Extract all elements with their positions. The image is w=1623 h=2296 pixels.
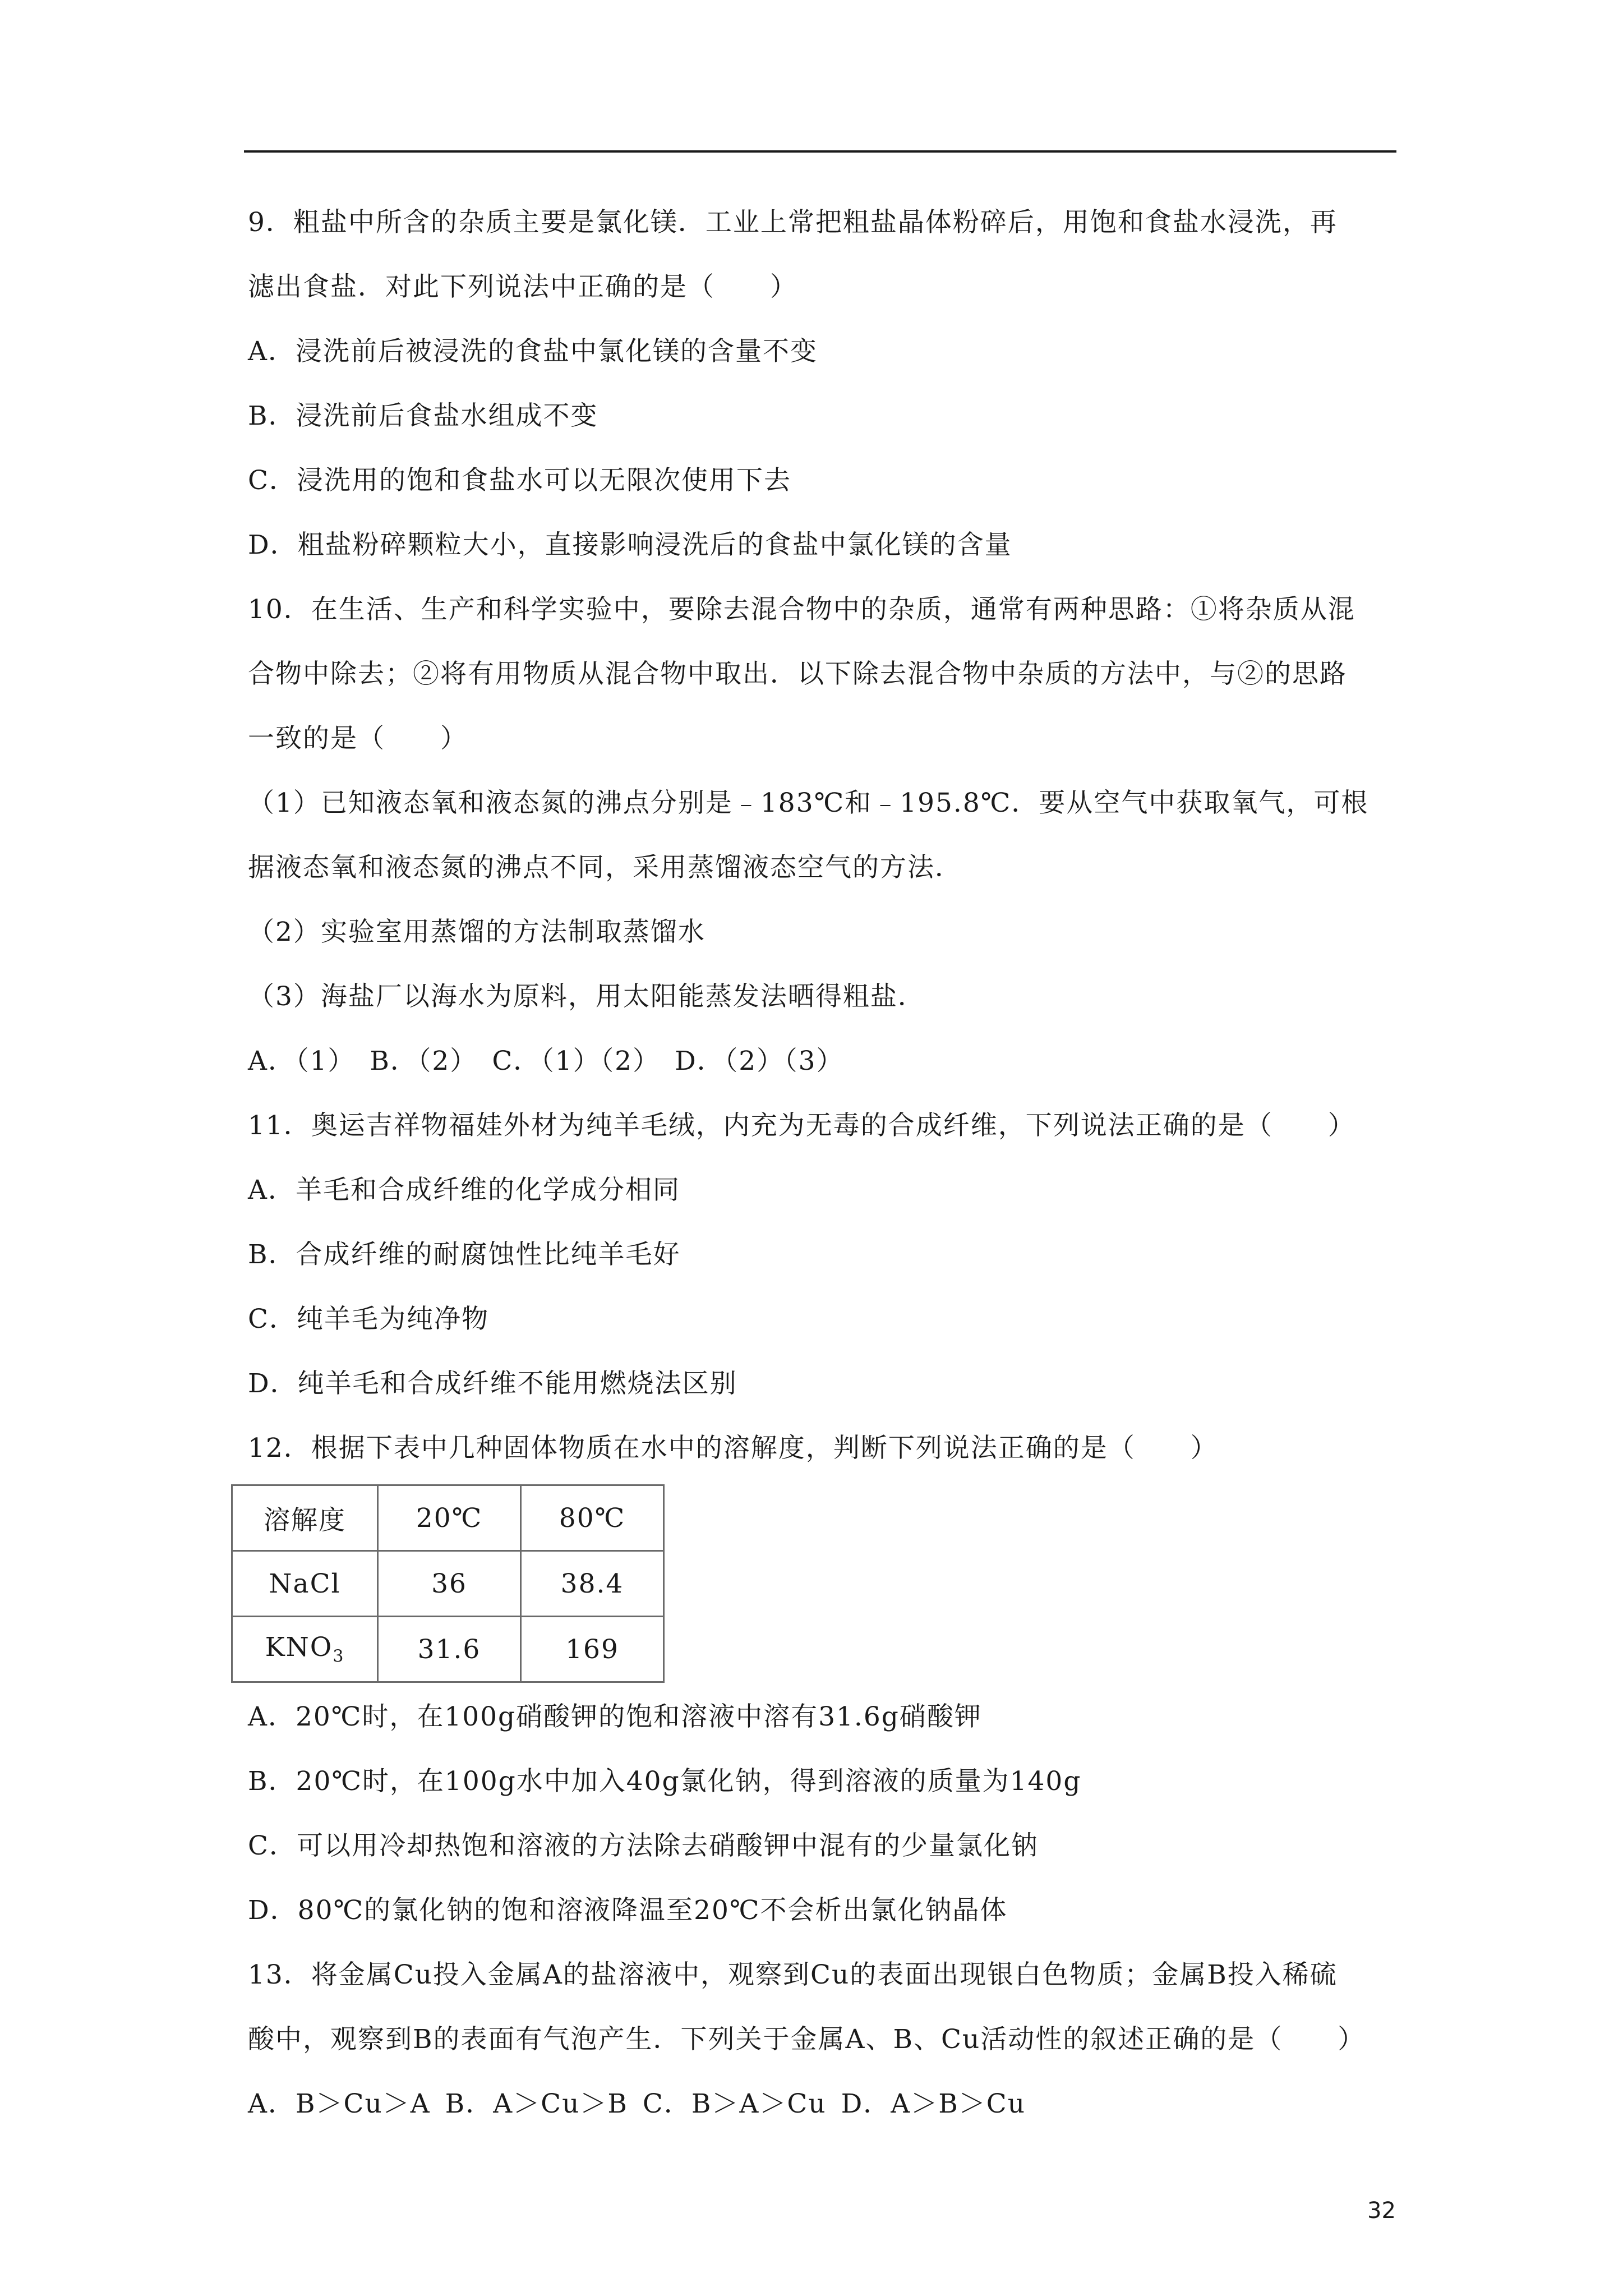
page-number: 32 [1367,2198,1396,2224]
q10-stem-line2: 合物中除去；②将有用物质从混合物中取出．以下除去混合物中杂质的方法中，与②的思路 [248,659,1347,689]
table-row [232,1551,664,1617]
q12-stem: 12．根据下表中几种固体物质在水中的溶解度，判断下列说法正确的是（ ） [248,1433,1218,1464]
q13-option-a: A．B＞Cu＞A [248,2088,431,2119]
q9-option-b: B．浸洗前后食盐水组成不变 [248,401,598,431]
table-cell: 31.6 [378,1617,521,1682]
q11-stem: 11．奥运吉祥物福娃外材为纯羊毛绒，内充为无毒的合成纤维，下列说法正确的是（ ） [248,1110,1355,1141]
table-header-cell: 80℃ [521,1485,664,1551]
table-header-row [232,1485,664,1551]
table-header-cell: 溶解度 [232,1485,378,1551]
q13-stem-line2: 酸中，观察到B的表面有气泡产生．下列关于金属A、B、Cu活动性的叙述正确的是（ ） [248,2024,1366,2055]
q12-option-d: D．80℃的氯化钠的饱和溶液降温至20℃不会析出氯化钠晶体 [248,1895,1008,1926]
q13-stem-line1: 13．将金属Cu投入金属A的盐溶液中，观察到Cu的表面出现银白色物质；金属B投入稀硫 [248,1959,1338,1990]
q11-option-d: D．纯羊毛和合成纤维不能用燃烧法区别 [248,1368,737,1399]
table-cell: NaCl [232,1551,378,1617]
q9-stem-line2: 滤出食盐．对此下列说法中正确的是（ ） [248,272,797,302]
solubility-table [231,1484,665,1683]
q10-item1-line2: 据液态氧和液态氮的沸点不同，采用蒸馏液态空气的方法． [248,852,962,883]
q10-item2: （2）实验室用蒸馏的方法制取蒸馏水 [248,917,706,947]
q10-stem-line3: 一致的是（ ） [248,723,468,754]
q13-option-c: C．B＞A＞Cu [642,2088,827,2119]
header-rule [244,150,1396,153]
q10-option-b: B．（2） [370,1046,478,1076]
page-content [248,206,1398,2152]
q10-item1-line1: （1）已知液态氧和液态氮的沸点分别是﹣183℃和﹣195.8℃．要从空气中获取氧气，可根 [248,788,1369,818]
table-cell: 36 [378,1551,521,1617]
q9-option-a: A．浸洗前后被浸洗的食盐中氯化镁的含量不变 [248,336,818,367]
table-cell: 169 [521,1617,664,1682]
q11-option-c: C．纯羊毛为纯净物 [248,1304,489,1335]
q10-option-d: D．（2）（3） [675,1046,844,1076]
q10-option-a: A．（1） [248,1046,356,1076]
q11-option-b: B．合成纤维的耐腐蚀性比纯羊毛好 [248,1239,681,1270]
q9-stem-line1: 9．粗盐中所含的杂质主要是氯化镁．工业上常把粗盐晶体粉碎后，用饱和食盐水浸洗，再 [248,207,1338,238]
q13-options [248,2088,1398,2120]
q11-option-a: A．羊毛和合成纤维的化学成分相同 [248,1175,680,1205]
table-cell-kno3: $KNO_3$ [232,1617,378,1682]
q12-option-c: C．可以用冷却热饱和溶液的方法除去硝酸钾中混有的少量氯化钠 [248,1830,1039,1861]
q10-options [248,1045,1398,1078]
table-header-cell: 20℃ [378,1485,521,1551]
q12-option-b: B．20℃时，在100g水中加入40g氯化钠，得到溶液的质量为140g [248,1766,1082,1797]
table-row [232,1617,664,1682]
q10-stem-line1: 10．在生活、生产和科学实验中，要除去混合物中的杂质，通常有两种思路：①将杂质从混 [248,594,1355,625]
q9-option-c: C．浸洗用的饱和食盐水可以无限次使用下去 [248,465,791,496]
table-cell: 38.4 [521,1551,664,1617]
q10-item3: （3）海盐厂以海水为原料，用太阳能蒸发法晒得粗盐． [248,981,925,1012]
q13-option-d: D．A＞B＞Cu [841,2088,1026,2119]
q12-option-a: A．20℃时，在100g硝酸钾的饱和溶液中溶有31.6g硝酸钾 [248,1701,982,1732]
q10-option-c: C．（1）（2） [492,1046,661,1076]
q9-option-d: D．粗盐粉碎颗粒大小，直接影响浸洗后的食盐中氯化镁的含量 [248,530,1012,560]
q13-option-b: B．A＞Cu＞B [445,2088,628,2119]
